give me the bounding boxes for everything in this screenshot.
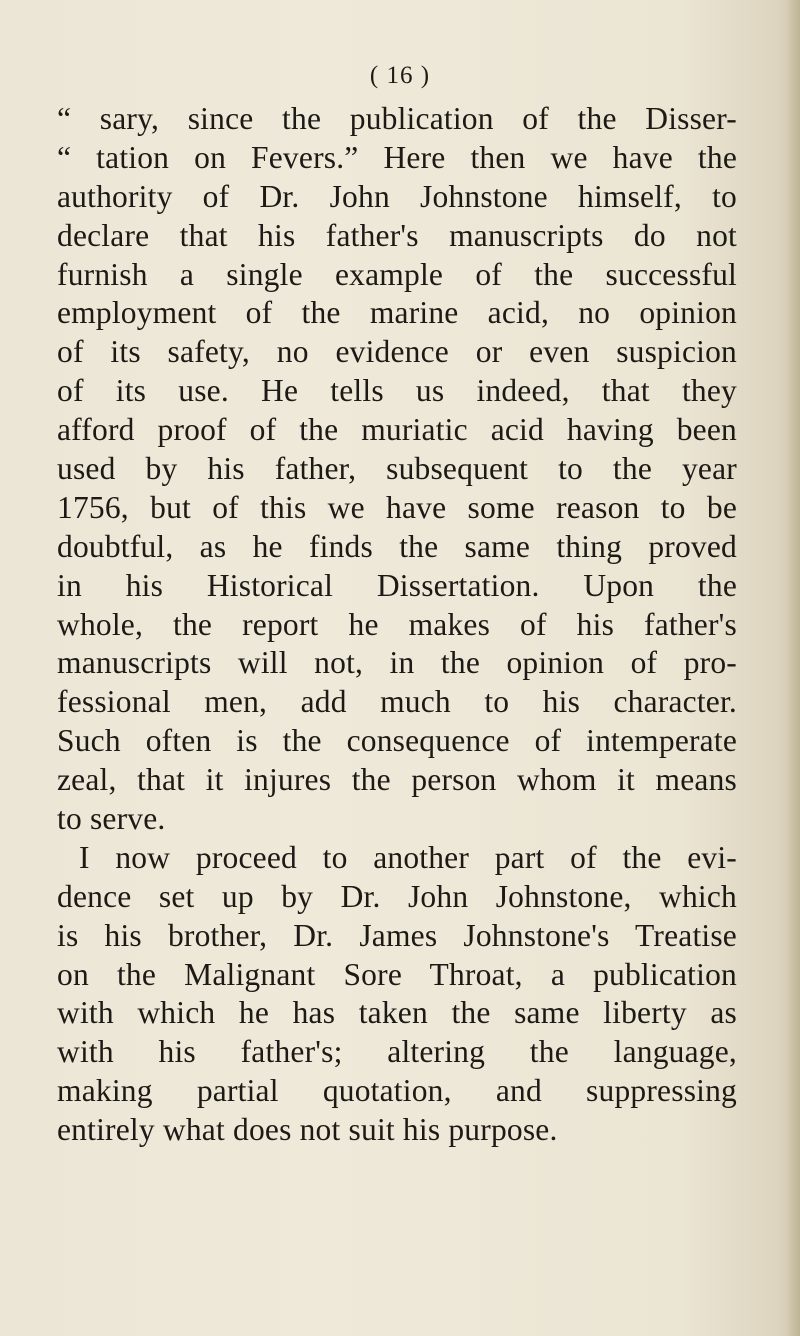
text-line: zeal, that it injures the person whom it means [57, 762, 737, 798]
text-line: is his brother, Dr. James Johnstone's Treatise [57, 917, 737, 953]
text-line: authority of Dr. John Johnstone himself, to [57, 178, 737, 214]
text-line: 1756, but of this we have some reason to be [57, 489, 737, 525]
text-line: Such often is the consequence of intemperate [57, 723, 737, 759]
text-line: used by his father, subsequent to the year [57, 451, 737, 487]
text-line: whole, the report he makes of his father's [57, 606, 737, 642]
text-line: with his father's; altering the language, [57, 1034, 737, 1070]
text-line: doubtful, as he finds the same thing proved [57, 528, 737, 564]
text-line: of its use. He tells us indeed, that they [57, 373, 737, 409]
text-line: with which he has taken the same liberty as [57, 995, 737, 1031]
paragraph-start-line: I now proceed to another part of the evi- [79, 839, 737, 875]
text-line: “ tation on Fevers.” Here then we have the [57, 139, 737, 175]
body-text [57, 100, 737, 1150]
text-line: manuscripts will not, in the opinion of pro- [57, 645, 737, 681]
page-number: ( 16 ) [369, 62, 431, 89]
text-line: making partial quotation, and suppressing [57, 1073, 737, 1109]
text-line: declare that his father's manuscripts do not [57, 217, 737, 253]
page-edge-shadow [786, 0, 800, 1336]
paragraph-end-line: entirely what does not suit his purpose. [57, 1112, 558, 1148]
text-line: “ sary, since the publication of the Disser- [57, 101, 737, 136]
text-line: employment of the marine acid, no opinion [57, 295, 737, 331]
paragraph-end-line: to serve. [57, 801, 166, 837]
text-line: furnish a single example of the successful [57, 256, 737, 292]
text-line: of its safety, no evidence or even suspicion [57, 334, 737, 370]
text-line: afford proof of the muriatic acid having been [57, 412, 737, 448]
text-line: in his Historical Dissertation. Upon the [57, 567, 737, 603]
text-line: dence set up by Dr. John Johnstone, which [57, 878, 737, 914]
text-line: on the Malignant Sore Throat, a publication [57, 956, 737, 992]
text-line: fessional men, add much to his character. [57, 684, 737, 720]
